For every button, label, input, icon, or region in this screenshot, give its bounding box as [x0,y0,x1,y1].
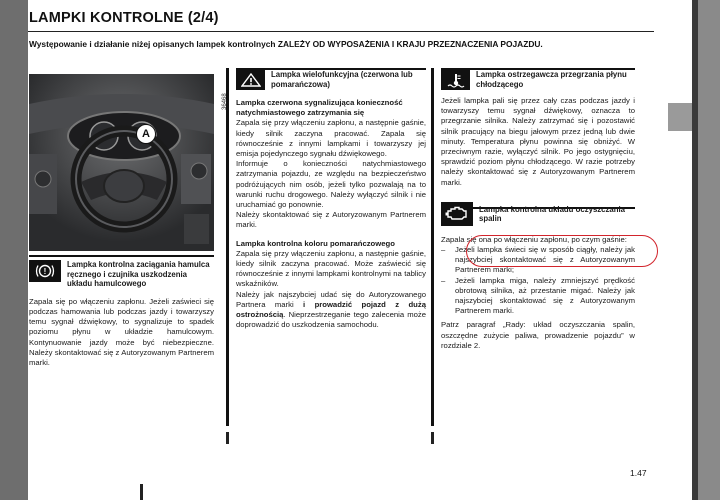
brake-lamp-body: Zapala się po włączeniu zapłonu. Jeżeli zaświeci się podczas hamowania lub podczas jazdy i towarzyszy temu sygnał dźwiękowy, to sygnalizuje to spadek poziomu płynu w układzie hamulcowym. Kontynuowanie jazdy może być niebezpieczne. Należy skontaktować się z Autoryzowanym Partnerem marki. [29,296,214,367]
column-divider-1-dash [226,432,229,444]
brake-warning-icon [29,260,61,282]
orange-lamp-paragraph-2 [236,290,426,331]
highlight-annotation [466,235,658,267]
coolant-lamp-body: Jeżeli lampka pali się przez cały czas podczas jazdy i towarzyszy temu sygnał dźwiękowy, oznacza to przegrzanie silnika. Należy zatrzymać się i pozostawić silnik pracujący na biegu jałowym przez jedną lub dwie minuty. Temperatura płynu powinna się obniżyć. W przeciwnym razie, wyłączyć silnik. Po jego ostygnięciu, sprawdzić poziom płynu chłodzącego. W razie potrzeby należy skontaktować się z Autoryzowanym Partnerem marki. [441,96,635,187]
dashboard-photo [29,74,214,251]
red-lamp-paragraph-1: Zapala się przy włączeniu zapłonu, a następnie gaśnie, kiedy silnik zaczyna pracować. Zapala się równocześnie z innymi lampkami i towarzyszy jej emisja pojedynczego sygnału dźwiękowego. [236,118,426,159]
col3-section [441,70,635,351]
orange-lamp-text-c: . Nieprzestrzeganie tego zalecenia może doprowadzić do uszkodzenia samochodu. [236,310,426,330]
title-divider [28,31,654,32]
svg-text:!: ! [43,267,47,276]
photo-code: 36468 [222,93,228,110]
column-divider-1 [226,68,229,426]
viewer-background [698,0,720,500]
multifunction-lamp-heading-row [236,70,426,90]
red-lamp-paragraph-3: Należy skontaktować się z Autoryzowanym Partnerem marki. [236,210,426,230]
coolant-lamp-heading: Lampka ostrzegawcza przegrzania płynu chłodzącego [476,70,627,89]
emission-lamp-intro: Zapala się ona po włączeniu zapłonu, po czym gaśnie: [441,234,627,244]
engine-check-icon [441,202,473,226]
column-divider-bottom-dash [140,484,143,500]
coolant-temperature-icon [441,70,470,90]
coolant-lamp-heading-row [441,70,635,90]
column-divider-2 [431,68,434,426]
emission-lamp-reference: Patrz paragraf „Rady: układ oczyszczania spalin, oszczędne zużycie paliwa, prowadzenie pojazdu” w rozdziale 2. [441,320,635,350]
column-divider-2-dash [431,432,434,444]
multifunction-warning-icon [236,70,265,90]
list-item: – Jeżeli lampka miga, należy zmniejszyć prędkość obrotową silnika, aż przestanie migać. Należy jak najszybciej skontaktować się z Autoryzowanym Partnerem marki. [441,276,635,317]
red-lamp-subheading: Lampka czerwona sygnalizująca konieczność natychmiastowego zatrzymania się [236,98,403,118]
list-item: – Jeżeli lampka świeci się w sposób ciągły, należy jak najszybciej skontaktować się z Autoryzowanym Partnerem marki; [441,245,635,276]
orange-lamp-subheading: Lampka kontrolna koloru pomarańczowego [236,238,395,248]
col1-mid-rule [29,255,214,257]
page-number: 1.47 [630,468,647,478]
callout-a: A [136,124,156,144]
orange-lamp-paragraph-1: Zapala się przy włączeniu zapłonu, a następnie gaśnie, kiedy silnik zaczyna pracować. Może zaświecić się równocześnie z innymi lampkami kontrolnymi na tablicy wskaźników. [236,248,426,289]
multifunction-lamp-heading: Lampka wielofunkcyjna (czerwona lub pomarańczowa) [271,70,413,89]
col2-section [236,70,426,330]
emission-lamp-heading: Lampka kontrolna układu oczyszczania spalin [479,204,626,224]
intro-text: Występowanie i działanie niżej opisanych lampek kontrolnych ZALEŻY OD WYPOSAŻENIA I KRAJU PRZEZNACZENIA POJAZDU. [29,39,543,49]
chapter-tab [668,103,692,131]
orange-lamp-text-bold: i prowadzić pojazd z dużą ostrożnością [236,299,426,320]
brake-lamp-heading: Lampka kontrolna zaciągania hamulca ręcznego i czujnika uszkodzenia układu hamulcowego [67,260,210,289]
red-lamp-paragraph-2: Informuje o konieczności natychmiastowego zatrzymania pojazdu, ze względu na bezpieczeństwo podróżujących nim osób, jeżeli tylko pozwalają na to warunki ruchu drogowego. Należy wyłączyć silnik i nie uruchamiać go ponownie. [236,159,426,210]
brake-lamp-heading-row [29,260,214,289]
emission-lamp-heading-row [441,202,635,226]
orange-lamp-text-a: Należy jak najszybciej udać się do Autoryzowanego Partnera marki [236,289,426,309]
page-title: LAMPKI KONTROLNE (2/4) [29,10,219,26]
col1-section [29,260,214,368]
